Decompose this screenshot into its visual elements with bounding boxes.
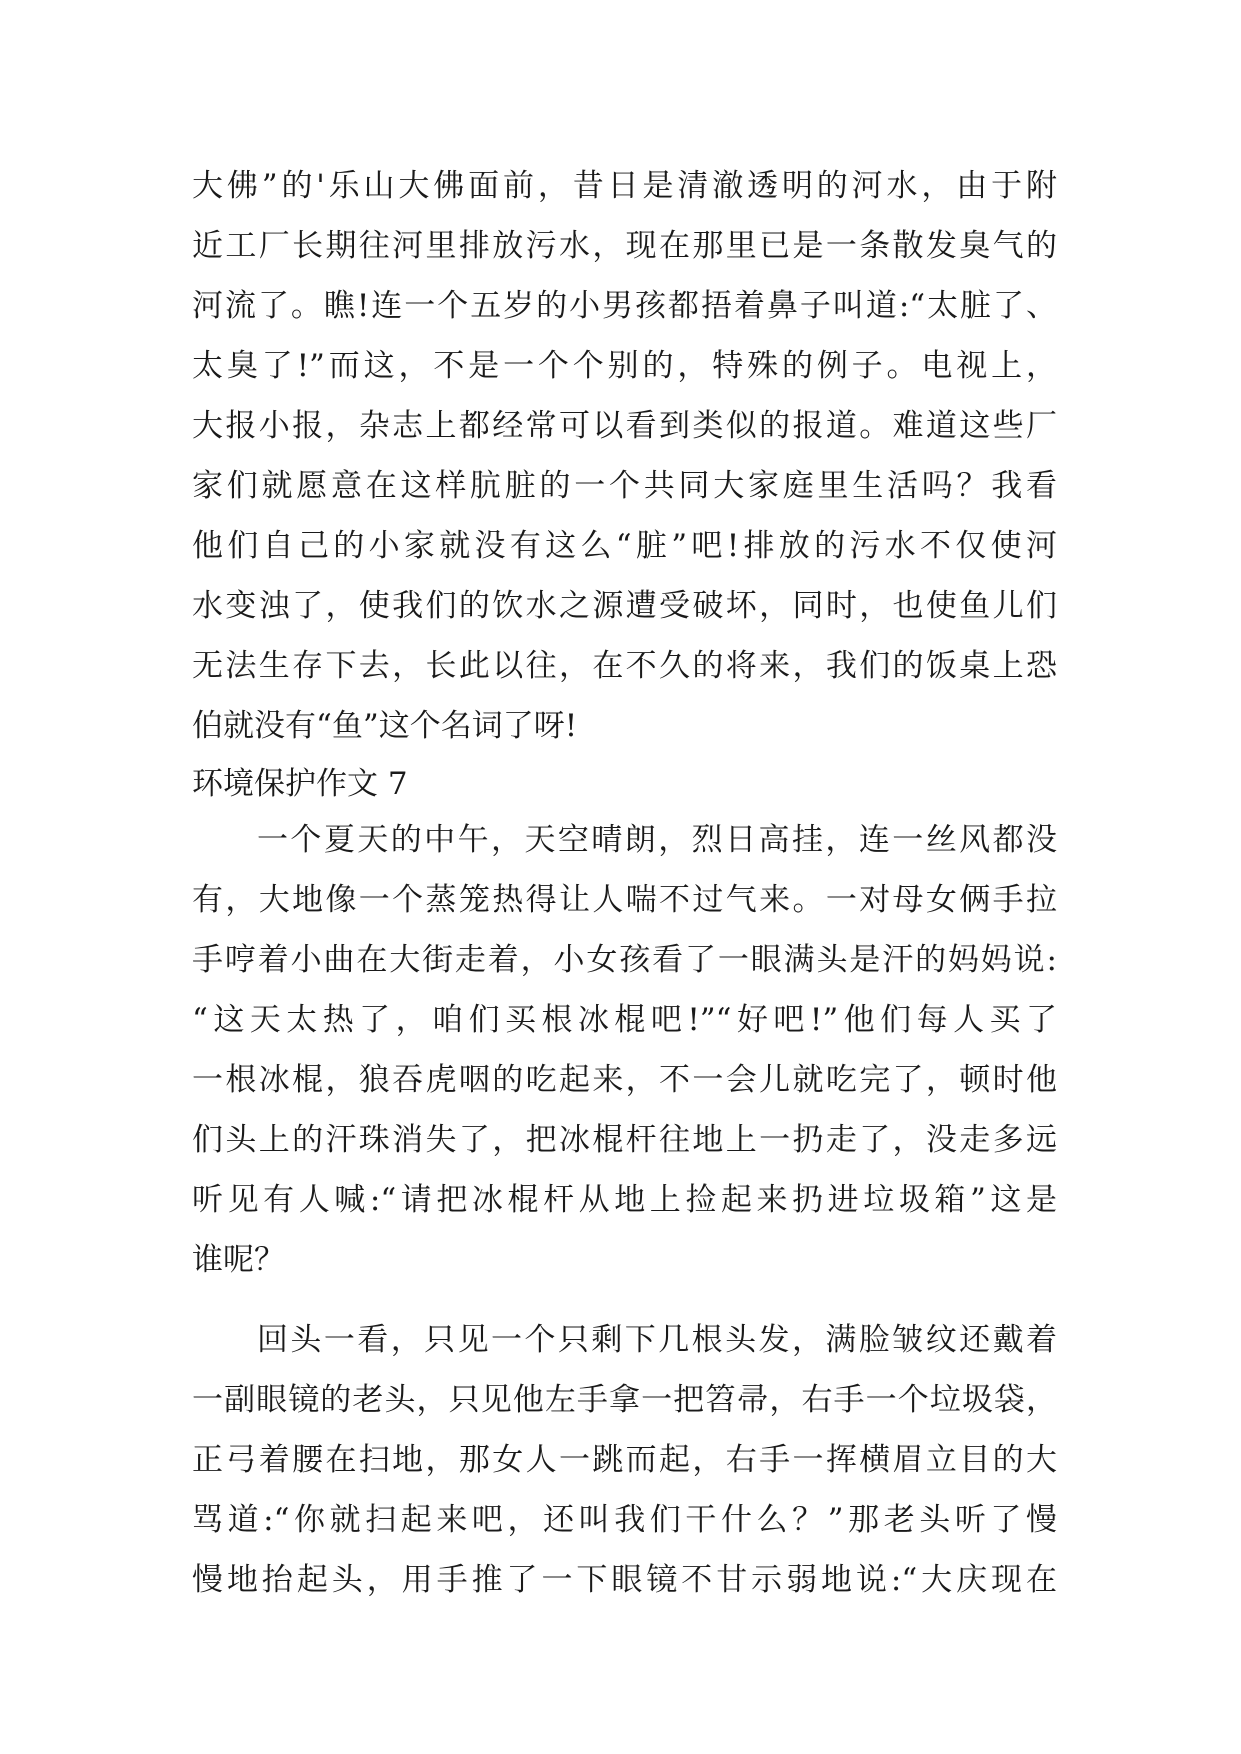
paragraph-line: 无法生存下去，长此以往，在不久的将来，我们的饭桌上恐	[192, 648, 1057, 684]
paragraph-line: 听见有人喊:“请把冰棍杆从地上捡起来扔进垃圾箱”这是	[192, 1182, 1057, 1218]
paragraph-line: 他们自己的小家就没有这么“脏”吧!排放的污水不仅使河	[192, 528, 1057, 564]
paragraph-line: 手哼着小曲在大街走着，小女孩看了一眼满头是汗的妈妈说:	[192, 942, 1057, 978]
paragraph-line: 谁呢？	[192, 1242, 285, 1278]
paragraph-line: 一根冰棍，狼吞虎咽的吃起来，不一会儿就吃完了，顿时他	[192, 1062, 1057, 1098]
paragraph-line: 伯就没有“鱼”这个名词了呀!	[192, 708, 578, 744]
paragraph-line: 水变浊了，使我们的饮水之源遭受破坏，同时，也使鱼儿们	[192, 588, 1057, 624]
paragraph-line: 正弓着腰在扫地，那女人一跳而起，右手一挥横眉立目的大	[192, 1442, 1057, 1478]
paragraph-line: 一副眼镜的老头，只见他左手拿一把笤帚，右手一个垃圾袋，	[192, 1382, 1057, 1418]
paragraph-line: 大佛”的'乐山大佛面前，昔日是清澈透明的河水，由于附	[192, 168, 1057, 204]
paragraph-line: 河流了。瞧!连一个五岁的小男孩都捂着鼻子叫道:“太脏了、	[192, 288, 1057, 324]
paragraph-line: 家们就愿意在这样肮脏的一个共同大家庭里生活吗？我看	[192, 468, 1057, 504]
paragraph-line: 近工厂长期往河里排放污水，现在那里已是一条散发臭气的	[192, 228, 1057, 264]
paragraph-line: 回头一看，只见一个只剩下几根头发，满脸皱纹还戴着	[257, 1322, 1057, 1358]
paragraph-line: “这天太热了，咱们买根冰棍吧!”“好吧!”他们每人买了	[192, 1002, 1057, 1038]
paragraph-line: 有，大地像一个蒸笼热得让人喘不过气来。一对母女俩手拉	[192, 882, 1057, 918]
paragraph-line: 大报小报，杂志上都经常可以看到类似的报道。难道这些厂	[192, 408, 1057, 444]
paragraph-line: 骂道:“你就扫起来吧，还叫我们干什么？”那老头听了慢	[192, 1502, 1057, 1538]
paragraph-line: 们头上的汗珠消失了，把冰棍杆往地上一扔走了，没走多远	[192, 1122, 1057, 1158]
paragraph-line: 一个夏天的中午，天空晴朗，烈日高挂，连一丝风都没	[257, 822, 1057, 858]
paragraph-line: 太臭了!”而这，不是一个个别的，特殊的例子。电视上，	[192, 348, 1057, 384]
section-heading: 环境保护作文 7	[192, 766, 408, 802]
paragraph-line: 慢地抬起头，用手推了一下眼镜不甘示弱地说:“大庆现在	[192, 1562, 1057, 1598]
